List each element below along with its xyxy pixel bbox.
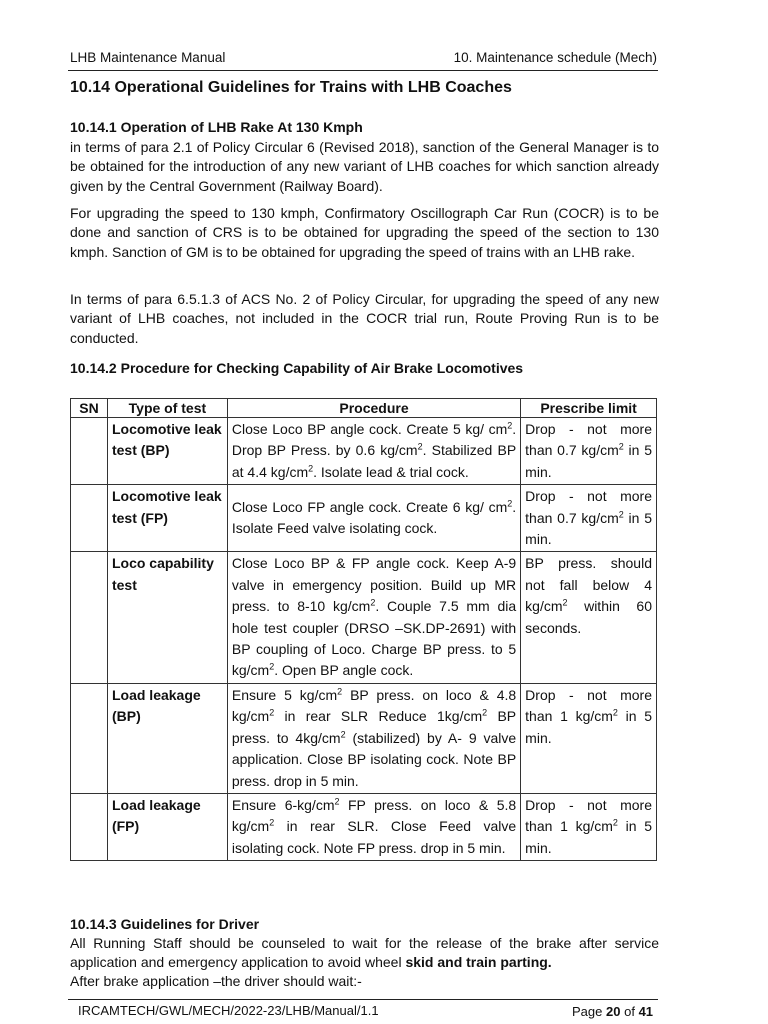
col-header-procedure: Procedure — [227, 399, 520, 418]
subsection-title-10-14-1: 10.14.1 Operation of LHB Rake At 130 Kmph — [70, 119, 363, 135]
page-total: 41 — [638, 1004, 654, 1019]
page-number — [572, 1004, 653, 1019]
cell-sn — [71, 683, 108, 793]
page-current: 20 — [606, 1004, 621, 1019]
page-word: Page — [572, 1004, 603, 1019]
cell-sn — [71, 418, 108, 485]
cell-procedure: Ensure 5 $kg/cm^2$ BP press. on loco & 4.8 $kg/cm^2$ in rear SLR Reduce $1kg/cm^2$ BP press. to $4kg/cm^2$ (stabilized) by A- 9 valve application. Close BP isolating cock. Note BP press. drop in 5 min. — [227, 683, 520, 793]
cell-limit: BP press. should not fall below 4 $kg/cm^2$ within 60 seconds. — [521, 552, 657, 683]
table-row — [71, 683, 657, 793]
col-header-sn: SN — [71, 399, 108, 418]
cell-procedure: Ensure $6-kg/cm^2$ FP press. on loco & 5.8 $kg/cm^2$ in rear SLR. Close Feed valve isolating cock. Note FP press. drop in 5 min. — [227, 793, 520, 860]
footer-doc-ref: IRCAMTECH/GWL/MECH/2022-23/LHB/Manual/1.1 — [78, 1003, 379, 1018]
cell-type: Locomotive leak test (FP) — [107, 485, 227, 552]
section-title: 10.14 Operational Guidelines for Trains with LHB Coaches — [70, 79, 512, 96]
header-rule — [68, 70, 658, 71]
table-row — [71, 552, 657, 683]
header-chapter-title: 10. Maintenance schedule (Mech) — [453, 50, 657, 65]
table-row — [71, 485, 657, 552]
col-header-type: Type of test — [107, 399, 227, 418]
cell-procedure: Close Loco FP angle cock. Create 6 kg/ $cm^2$. Isolate Feed valve isolating cock. — [227, 485, 520, 552]
running-header — [70, 50, 657, 65]
brake-test-table — [70, 398, 657, 861]
cell-sn — [71, 485, 108, 552]
subsection-title-10-14-2: 10.14.2 Procedure for Checking Capability of Air Brake Locomotives — [70, 360, 524, 376]
paragraph-driver-wait: After brake application –the driver should wait:- — [70, 973, 362, 989]
cell-type: Load leakage (FP) — [107, 793, 227, 860]
cell-limit: Drop - not more than 0.7 $kg/cm^2$ in 5 min. — [521, 485, 657, 552]
cell-limit: Drop - not more than 1 $kg/cm^2$ in 5 min. — [521, 683, 657, 793]
col-header-limit: Prescribe limit — [521, 399, 657, 418]
table-row — [71, 793, 657, 860]
cell-limit: Drop - not more than 1 $kg/cm^2$ in 5 min. — [521, 793, 657, 860]
table-row — [71, 418, 657, 485]
subsection-title-10-14-3: 10.14.3 Guidelines for Driver — [70, 916, 260, 932]
running-staff-text: All Running Staff should be counseled to wait for the release of the brake after service application and emergency application to avoid wheel — [70, 935, 659, 971]
paragraph-policy-circular: in terms of para 2.1 of Policy Circular 6 (Revised 2018), sanction of the General Manager is to be obtained for the introduction of any new variant of LHB coaches for which sanction already given by the Central Government (Railway Board). — [70, 139, 659, 194]
cell-type: Locomotive leak test (BP) — [107, 418, 227, 485]
paragraph-running-staff — [70, 934, 659, 973]
header-manual-title: LHB Maintenance Manual — [70, 50, 226, 65]
cell-sn — [71, 552, 108, 683]
paragraph-route-proving: In terms of para 6.5.1.3 of ACS No. 2 of Policy Circular, for upgrading the speed of any new variant of LHB coaches, not included in the COCR trial run, Route Proving Run is to be conducted. — [70, 291, 659, 346]
page-of: of — [624, 1004, 635, 1019]
cell-sn — [71, 793, 108, 860]
cell-procedure: Close Loco BP angle cock. Create 5 kg/ $cm^2$. Drop BP Press. by 0.6 $kg/cm^2$. Stabilized BP at 4.4 $kg/cm^2$. Isolate lead & trial cock. — [227, 418, 520, 485]
cell-procedure: Close Loco BP & FP angle cock. Keep A-9 valve in emergency position. Build up MR press. to 8-10 $kg/cm^2$. Couple 7.5 mm dia hole test coupler (DRSO –SK.DP-2691) with BP coupling of Loco. Charge BP press. to 5 $kg/cm^2$. Open BP angle cock. — [227, 552, 520, 683]
cell-type: Loco capability test — [107, 552, 227, 683]
running-staff-emphasis: skid and train parting. — [405, 954, 552, 971]
cell-limit: Drop - not more than 0.7 $kg/cm^2$ in 5 min. — [521, 418, 657, 485]
table-header-row — [71, 399, 657, 418]
footer-rule — [68, 999, 658, 1000]
paragraph-cocr: For upgrading the speed to 130 kmph, Confirmatory Oscillograph Car Run (COCR) is to be done and sanction of CRS is to be obtained for upgrading the speed of the section to 130 kmph. Sanction of GM is to be obtained for upgrading the speed of trains with an LHB rake. — [70, 205, 659, 260]
cell-type: Load leakage (BP) — [107, 683, 227, 793]
